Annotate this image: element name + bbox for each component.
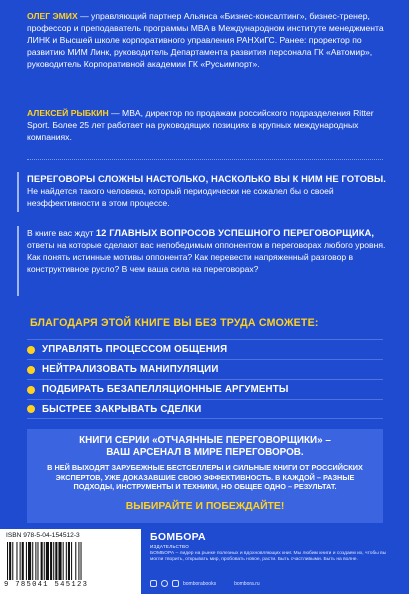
barcode-bar xyxy=(28,542,31,580)
series-title-line: КНИГИ СЕРИИ «ОТЧАЯННЫЕ ПЕРЕГОВОРЩИКИ» – xyxy=(79,435,331,446)
author-description: — управляющий партнер Альянса «Бизнес-консалтинг», бизнес-тренер, профессор и преподаватель программы MBA в Международном институте менеджмента ЛИНК и Высшей школе корпоративного управления РАНХиГС. Ранее: проректор по развитию МИМ Линк, руководитель Департамента развития персонала ГК «Автомир», руководитель Корпоративной академии ГК «Русьимпорт». xyxy=(27,11,384,69)
author-bio-emikh xyxy=(27,11,391,71)
promise-text-before: В книге вас ждут xyxy=(27,228,96,238)
barcode-bar xyxy=(63,542,64,580)
bullet-dot-icon xyxy=(27,405,35,413)
benefit-item xyxy=(27,379,383,399)
barcode-bar xyxy=(26,542,27,580)
social-row xyxy=(150,580,260,587)
barcode-bar xyxy=(55,542,57,580)
series-call-to-action: ВЫБИРАЙТЕ И ПОБЕЖДАЙТЕ! xyxy=(125,501,285,512)
author-description: — MBA, директор по продажам российского подразделения Ritter Sport. Более 25 лет работает на руководящих позициях в крупных международных компаниях. xyxy=(27,108,374,142)
promise-text-after: ответы на которые сделают вас непобедимым оппонентом в переговорах любого уровня. Как понять истинные мотивы оппонента? Как перевести напряженный разговор в конструктивное русло? В чем ваша сила на переговорах? xyxy=(27,239,386,274)
barcode-bar xyxy=(50,542,52,580)
barcode-bar xyxy=(12,542,13,580)
benefit-label: УПРАВЛЯТЬ ПРОЦЕССОМ ОБЩЕНИЯ xyxy=(42,344,228,355)
barcode-bar xyxy=(32,542,33,580)
barcode-icon xyxy=(3,542,137,582)
series-title xyxy=(27,435,383,460)
publisher-logo xyxy=(150,531,206,549)
bullet-dot-icon xyxy=(27,366,35,374)
benefits-title: БЛАГОДАРЯ ЭТОЙ КНИГЕ ВЫ БЕЗ ТРУДА СМОЖЕТЕ: xyxy=(30,317,319,329)
benefit-item xyxy=(27,399,383,419)
barcode-bar xyxy=(53,542,54,580)
benefit-label: НЕЙТРАЛИЗОВАТЬ МАНИПУЛЯЦИИ xyxy=(42,364,219,375)
series-box xyxy=(27,429,383,523)
barcode-digits: 9 785041 545123 xyxy=(4,581,89,589)
author-name: АЛЕКСЕЙ РЫБКИН xyxy=(27,108,109,118)
bullet-dot-icon xyxy=(27,346,35,354)
barcode-bar xyxy=(71,542,72,580)
accent-bar xyxy=(17,226,19,296)
social-handle: bomborabooks xyxy=(183,580,217,587)
promise-headline: 12 ГЛАВНЫХ ВОПРОСОВ УСПЕШНОГО ПЕРЕГОВОРЩИКА, xyxy=(95,227,375,238)
series-title-line: ВАШ АРСЕНАЛ В МИРЕ ПЕРЕГОВОРОВ. xyxy=(106,447,304,459)
barcode-bar xyxy=(75,542,76,580)
intro-headline: ПЕРЕГОВОРЫ СЛОЖНЫ НАСТОЛЬКО, НАСКОЛЬКО ВЫ К НИМ НЕ ГОТОВЫ. xyxy=(27,173,386,184)
benefit-item xyxy=(27,339,383,359)
accent-bar xyxy=(17,172,19,212)
vk-icon xyxy=(150,580,157,587)
intro-paragraph xyxy=(27,173,393,210)
barcode-bar xyxy=(58,542,61,580)
barcode-box xyxy=(0,529,141,594)
barcode-bar xyxy=(68,542,70,580)
intro-text: Не найдется такого человека, который периодически не сожалел бы о своей неэффективности в этом процессе. xyxy=(27,185,334,208)
barcode-bar xyxy=(81,542,82,580)
benefit-label: БЫСТРЕЕ ЗАКРЫВАТЬ СДЕЛКИ xyxy=(42,403,202,415)
barcode-bar xyxy=(78,542,79,580)
barcode-bar xyxy=(44,542,45,580)
bullet-dot-icon xyxy=(27,386,35,394)
barcode-bar xyxy=(35,542,36,580)
promise-paragraph xyxy=(27,227,393,276)
barcode-bar xyxy=(20,542,21,580)
series-description: В НЕЙ ВЫХОДЯТ ЗАРУБЕЖНЫЕ БЕСТСЕЛЛЕРЫ И СИЛЬНЫЕ КНИГИ ОТ РОССИЙСКИХ ЭКСПЕРТОВ, УЖЕ ДОКАЗАВШИЕ СВОЮ ЭФФЕКТИВНОСТЬ. В КАЖДОЙ – РАЗНЫЕ ПОДХОДЫ, ИНСТРУМЕНТЫ И ТЕХНИКИ, НО ОБЩЕЕ ОДНО – РЕЗУЛЬТАТ. xyxy=(47,463,363,492)
barcode-bar xyxy=(37,542,38,580)
youtube-icon xyxy=(172,580,179,587)
website-link: bombora.ru xyxy=(234,580,260,587)
author-bio-rybkin xyxy=(27,108,391,144)
barcode-bar xyxy=(22,542,24,580)
barcode-bar xyxy=(41,542,43,580)
barcode-bar xyxy=(16,542,17,580)
barcode-bar xyxy=(66,542,67,580)
benefit-label: ПОДБИРАТЬ БЕЗАПЕЛЛЯЦИОННЫЕ АРГУМЕНТЫ xyxy=(42,384,289,395)
publisher-description: БОМБОРА – лидер на рынке полезных и вдохновляющих книг. Мы любим книги и создаем их, чтобы вы могли творить, открывать мир, пробовать новое, расти. Быть счастливыми. Быть на волне. xyxy=(150,551,387,563)
barcode-bar xyxy=(7,542,8,580)
publisher-subtitle: ИЗДАТЕЛЬСТВО xyxy=(150,544,190,549)
dotted-divider xyxy=(27,159,383,160)
telegram-icon xyxy=(161,580,168,587)
barcode-bar xyxy=(9,542,11,580)
isbn-text: ISBN 978-5-04-154512-3 xyxy=(6,532,80,539)
author-name: ОЛЕГ ЭМИХ xyxy=(27,11,78,21)
barcode-bar xyxy=(46,542,49,580)
publisher-name: БОМБОРА xyxy=(150,531,206,543)
benefit-item xyxy=(27,359,383,379)
